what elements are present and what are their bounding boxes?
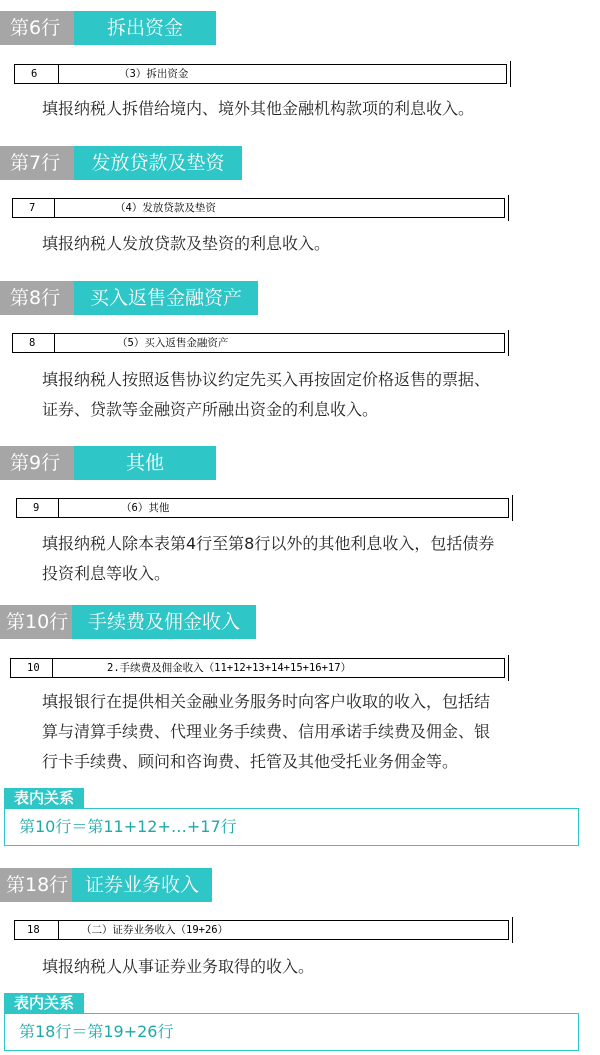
relation-tag: 表内关系 <box>4 993 84 1013</box>
form-row-number: 9 <box>17 499 59 517</box>
section-title: 拆出资金 <box>74 11 216 45</box>
section-title: 发放贷款及垫资 <box>74 146 242 180</box>
row-number-label: 第8行 <box>0 281 74 315</box>
description-line: 填报银行在提供相关金融业务服务时向客户收取的收入，包括结 <box>42 692 491 711</box>
section-description <box>42 687 572 777</box>
form-row-number: 6 <box>15 65 59 83</box>
section-title: 买入返售金融资产 <box>74 281 258 315</box>
section-description <box>42 94 572 124</box>
description-line: 行卡手续费、顾问和咨询费、托管及其他受托业务佣金等。 <box>42 752 459 771</box>
form-row-18 <box>14 920 509 940</box>
form-row-number: 10 <box>11 659 53 677</box>
form-row-9 <box>16 498 509 518</box>
form-row-8 <box>12 333 505 353</box>
row-number-label: 第6行 <box>0 11 74 45</box>
form-row-number: 8 <box>13 334 55 352</box>
relation-formula-box: 第10行＝第11+12+…+17行 <box>4 808 579 846</box>
section-header-row8 <box>0 281 258 315</box>
relation-tag: 表内关系 <box>4 788 84 808</box>
row-number-label: 第9行 <box>0 446 74 480</box>
row-number-label: 第18行 <box>0 868 72 902</box>
relation-formula-box: 第18行＝第19+26行 <box>4 1013 579 1051</box>
section-header-row7 <box>0 146 242 180</box>
row-number-label: 第10行 <box>0 605 72 639</box>
form-row-label: （5）买入返售金融资产 <box>117 337 229 349</box>
section-header-row18 <box>0 868 212 902</box>
description-line: 填报纳税人按照返售协议约定先买入再按固定价格返售的票据、 <box>42 370 491 389</box>
section-description <box>42 229 572 259</box>
row-number-label: 第7行 <box>0 146 74 180</box>
description-line: 填报纳税人发放贷款及垫资的利息收入。 <box>42 234 331 253</box>
section-title: 手续费及佣金收入 <box>72 605 256 639</box>
section-header-row9 <box>0 446 216 480</box>
section-description <box>42 952 572 982</box>
description-line: 填报纳税人除本表第4行至第8行以外的其他利息收入，包括债券 <box>42 534 495 553</box>
form-row-number: 7 <box>13 199 55 217</box>
section-header-row6 <box>0 11 216 45</box>
description-line: 填报纳税人拆借给境内、境外其他金融机构款项的利息收入。 <box>42 99 475 118</box>
section-description <box>42 365 572 425</box>
description-line: 投资利息等收入。 <box>42 564 171 583</box>
description-line: 填报纳税人从事证券业务取得的收入。 <box>42 957 315 976</box>
form-row-label: （6）其他 <box>121 502 170 514</box>
section-title: 其他 <box>74 446 216 480</box>
form-row-7 <box>12 198 505 218</box>
form-row-label: （二）证券业务收入（19+26） <box>81 924 229 936</box>
form-row-number: 18 <box>15 921 59 939</box>
form-row-10 <box>10 658 505 678</box>
form-row-label: （3）拆出资金 <box>119 68 189 80</box>
form-row-label: （4）发放贷款及垫资 <box>115 202 216 214</box>
section-header-row10 <box>0 605 256 639</box>
form-row-label: 2.手续费及佣金收入（11+12+13+14+15+16+17） <box>107 662 352 674</box>
description-line: 算与清算手续费、代理业务手续费、信用承诺手续费及佣金、银 <box>42 722 491 741</box>
form-row-6 <box>14 64 507 84</box>
section-description <box>42 529 572 589</box>
section-title: 证券业务收入 <box>72 868 212 902</box>
description-line: 证券、贷款等金融资产所融出资金的利息收入。 <box>42 400 379 419</box>
